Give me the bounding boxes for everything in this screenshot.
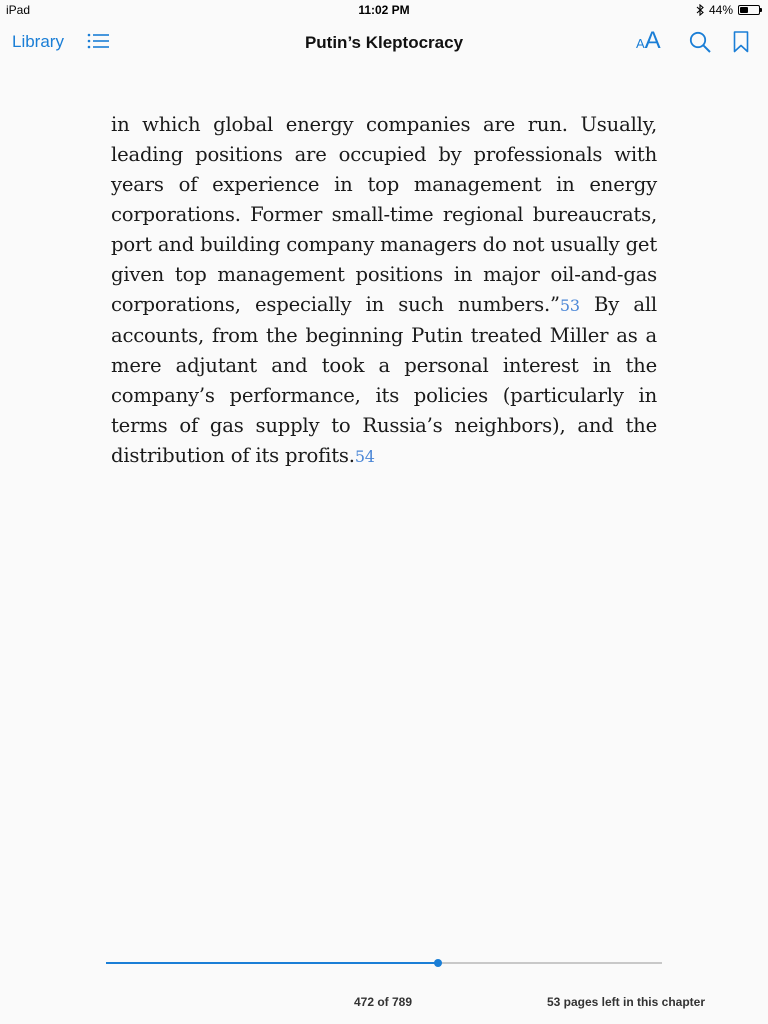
bookmark-button[interactable] — [733, 31, 749, 58]
page-count: 472 of 789 — [353, 995, 413, 1009]
text-segment: in which global energy companies are run. Usually, leading positions are occupied by professionals with years of experience in top management in energy corporations. Former small-time regional bureaucrats, port and building company managers do not usually get given top management positions in major oil-and-gas corporations, especially in such numbers.” — [111, 113, 657, 316]
page-scrubber[interactable] — [106, 956, 662, 970]
status-time: 11:02 PM — [358, 3, 410, 17]
book-title: Putin’s Kleptocracy — [304, 33, 464, 52]
nav-bar — [0, 20, 768, 64]
font-large-letter: A — [644, 27, 661, 54]
battery-icon — [738, 5, 760, 15]
search-icon — [689, 31, 711, 53]
footnote-link[interactable]: 54 — [354, 447, 375, 466]
scrubber-handle[interactable] — [434, 959, 442, 967]
battery-fill — [740, 7, 748, 13]
book-page-text — [111, 110, 657, 472]
footnote-link[interactable]: 53 — [559, 296, 580, 315]
search-button[interactable] — [689, 31, 711, 58]
battery-percent: 44% — [708, 3, 733, 17]
pages-left-in-chapter: 53 pages left in this chapter — [546, 995, 705, 1009]
status-bar — [0, 0, 768, 20]
library-button[interactable]: Library — [12, 32, 64, 51]
font-size-button[interactable] — [636, 27, 661, 55]
bluetooth-icon — [696, 4, 704, 16]
scrubber-fill — [106, 962, 438, 964]
device-name: iPad — [6, 3, 31, 17]
bookmark-icon — [733, 31, 749, 53]
font-small-letter: A — [636, 36, 645, 51]
status-right — [696, 3, 760, 17]
text-segment: By all accounts, from the beginning Putin treated Miller as a mere adjutant and took a personal interest in the company’s performance, its policies (particularly in terms of gas supply to Russia’s neighbors), and the distribution of its profits. — [111, 293, 657, 467]
